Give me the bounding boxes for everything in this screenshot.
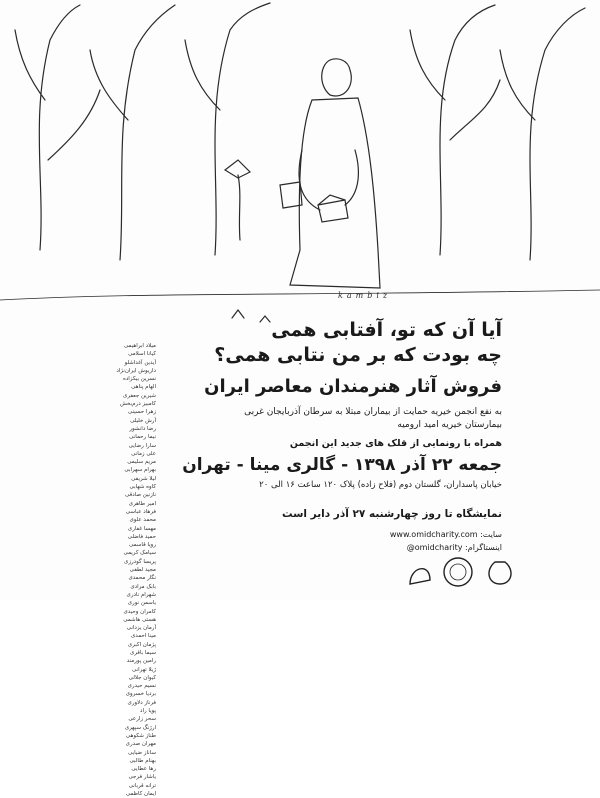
artist-name: آیدین آغداشلو — [124, 359, 156, 366]
artist-name: امیر طاهری — [128, 500, 156, 507]
headline: فروش آثار هنرمندان معاصر ایران — [204, 376, 502, 397]
instagram-label: اینستاگرام: — [465, 543, 502, 552]
artist-name: مینا احمدی — [131, 633, 156, 640]
instagram-handle[interactable]: @omidcharity — [406, 543, 463, 552]
tree — [185, 3, 270, 255]
artist-name: ساناز ضیایی — [127, 749, 156, 756]
artist-name: زهرا حسینی — [127, 409, 156, 416]
artist-name: فرهاد عباسی — [125, 508, 156, 515]
artist-name: یاشار فرجی — [128, 774, 156, 781]
artist-name: آرش خلیلی — [130, 417, 156, 424]
artist-name: کیوان جلالی — [128, 674, 156, 681]
brush-logo-icon — [410, 569, 430, 584]
tree — [90, 5, 175, 260]
artist-name: مهران صدری — [125, 741, 156, 748]
artist-name: پریسا گودرزی — [124, 558, 156, 565]
event-address: خیابان پاسداران، گلستان دوم (فلاح زاده) پلاک ۱۲۰ ساعت ۱۶ الی ۲۰ — [259, 480, 502, 490]
artist-name: سحر زارعی — [128, 716, 156, 723]
artist-name: نازنین صادقی — [125, 492, 156, 499]
small-box — [280, 182, 302, 208]
artist-name: میلاد ابراهیمی — [123, 343, 156, 349]
artist-name: ترانه قربانی — [128, 782, 156, 789]
figure-head — [322, 59, 352, 96]
artist-name: نگار محمدی — [128, 575, 156, 582]
university-seal-icon — [444, 558, 472, 586]
illustration — [0, 0, 600, 330]
artist-name: بهنام طالبی — [129, 757, 156, 764]
artist-name: طناز شکوهی — [125, 732, 156, 739]
artist-name: نیما رحمانی — [129, 434, 156, 441]
artist-name: بردیا خسروی — [125, 691, 156, 698]
artist-signature: kambiz — [338, 291, 392, 300]
artist-name: کامبیز درم‌بخش — [120, 401, 156, 408]
exhibition-note: نمایشگاه تا روز چهارشنبه ۲۷ آذر دایر است — [281, 508, 502, 520]
verse-line-1: آیا آن که تو، آفتابی همی — [271, 319, 502, 341]
artist-name: حمید فاضلی — [127, 533, 156, 540]
artist-name: آرمان یزدانی — [126, 625, 156, 632]
artist-name: رها عطایی — [131, 766, 156, 773]
artist-name: کیانا اسلامی — [128, 351, 156, 358]
sponsor-logos — [400, 552, 520, 592]
plant-stem — [238, 175, 240, 240]
artist-name: ارژنگ سپهری — [124, 724, 156, 731]
benefit-line-1: به نفع انجمن خیریه حمایت از بیماران مبتلا به سرطان آذربایجان غربی — [244, 407, 502, 417]
artist-name: یاسمن نوری — [127, 600, 156, 607]
benefit-line-2: بیمارستان خیریه امید ارومیه — [397, 420, 502, 430]
artist-name: پژمان اکبری — [127, 641, 156, 648]
butterfly — [232, 310, 244, 318]
artist-name: هستی هاشمی — [123, 616, 156, 623]
event-date: جمعه ۲۲ آذر ۱۳۹۸ - گالری مینا - تهران — [182, 455, 502, 475]
artist-name: سیما باقری — [129, 649, 156, 656]
artist-name: سارا رضایی — [128, 442, 156, 449]
artist-name: مریم سلیمی — [127, 459, 156, 466]
artist-name: نسرین بیکزاده — [122, 376, 156, 383]
artist-name: پویا راد — [140, 708, 156, 715]
tree — [15, 5, 100, 250]
verse-line-2: چه بودت که بر من نتابی همی؟ — [214, 344, 502, 366]
artist-name: سیامک کریمی — [123, 550, 156, 557]
artist-name: بابک مرادی — [130, 583, 156, 590]
website-label: سایت: — [480, 530, 502, 539]
artist-name: شهرام نادری — [126, 591, 156, 598]
artist-name: علی زمانی — [131, 450, 156, 457]
website-row — [242, 528, 502, 541]
figure-arms — [299, 150, 358, 210]
artist-name: مجید لطفی — [129, 567, 156, 574]
artist-list — [78, 342, 156, 798]
artist-name: رویا قاسمی — [129, 542, 156, 549]
verse — [202, 318, 502, 368]
artist-name: فرناز دلاوری — [127, 699, 156, 706]
website-link[interactable]: www.omidcharity.com — [389, 530, 478, 539]
artist-name: رضا دانشور — [129, 425, 156, 432]
artist-name: ژیلا تهرانی — [132, 666, 156, 673]
artist-name: مهسا غفاری — [127, 525, 156, 532]
artist-name: نسیم حیدری — [127, 683, 156, 690]
artist-name: داریوش ایران‌نژاد — [116, 367, 156, 374]
launch-note: همراه با رونمایی از قلک های جدید این انجمن — [289, 438, 502, 449]
artist-name: ایمان کاظمی — [125, 791, 156, 798]
artist-name: رامین پورمند — [126, 658, 156, 665]
tree — [500, 8, 585, 260]
house — [318, 195, 348, 222]
artist-name: کاوه شهابی — [129, 484, 156, 491]
artist-name: شیرین جعفری — [123, 392, 156, 399]
benefit-text — [182, 406, 502, 432]
artist-name: محمد علوی — [129, 517, 156, 524]
artist-name: لیلا شریفی — [131, 475, 156, 482]
charity-logo-icon — [489, 562, 511, 584]
contact-info — [242, 528, 502, 554]
tree — [410, 5, 500, 255]
artist-name: بهرام سهرابی — [124, 467, 156, 474]
artist-name: الهام پناهی — [131, 384, 156, 391]
artist-name: کامران وحیدی — [123, 608, 156, 615]
